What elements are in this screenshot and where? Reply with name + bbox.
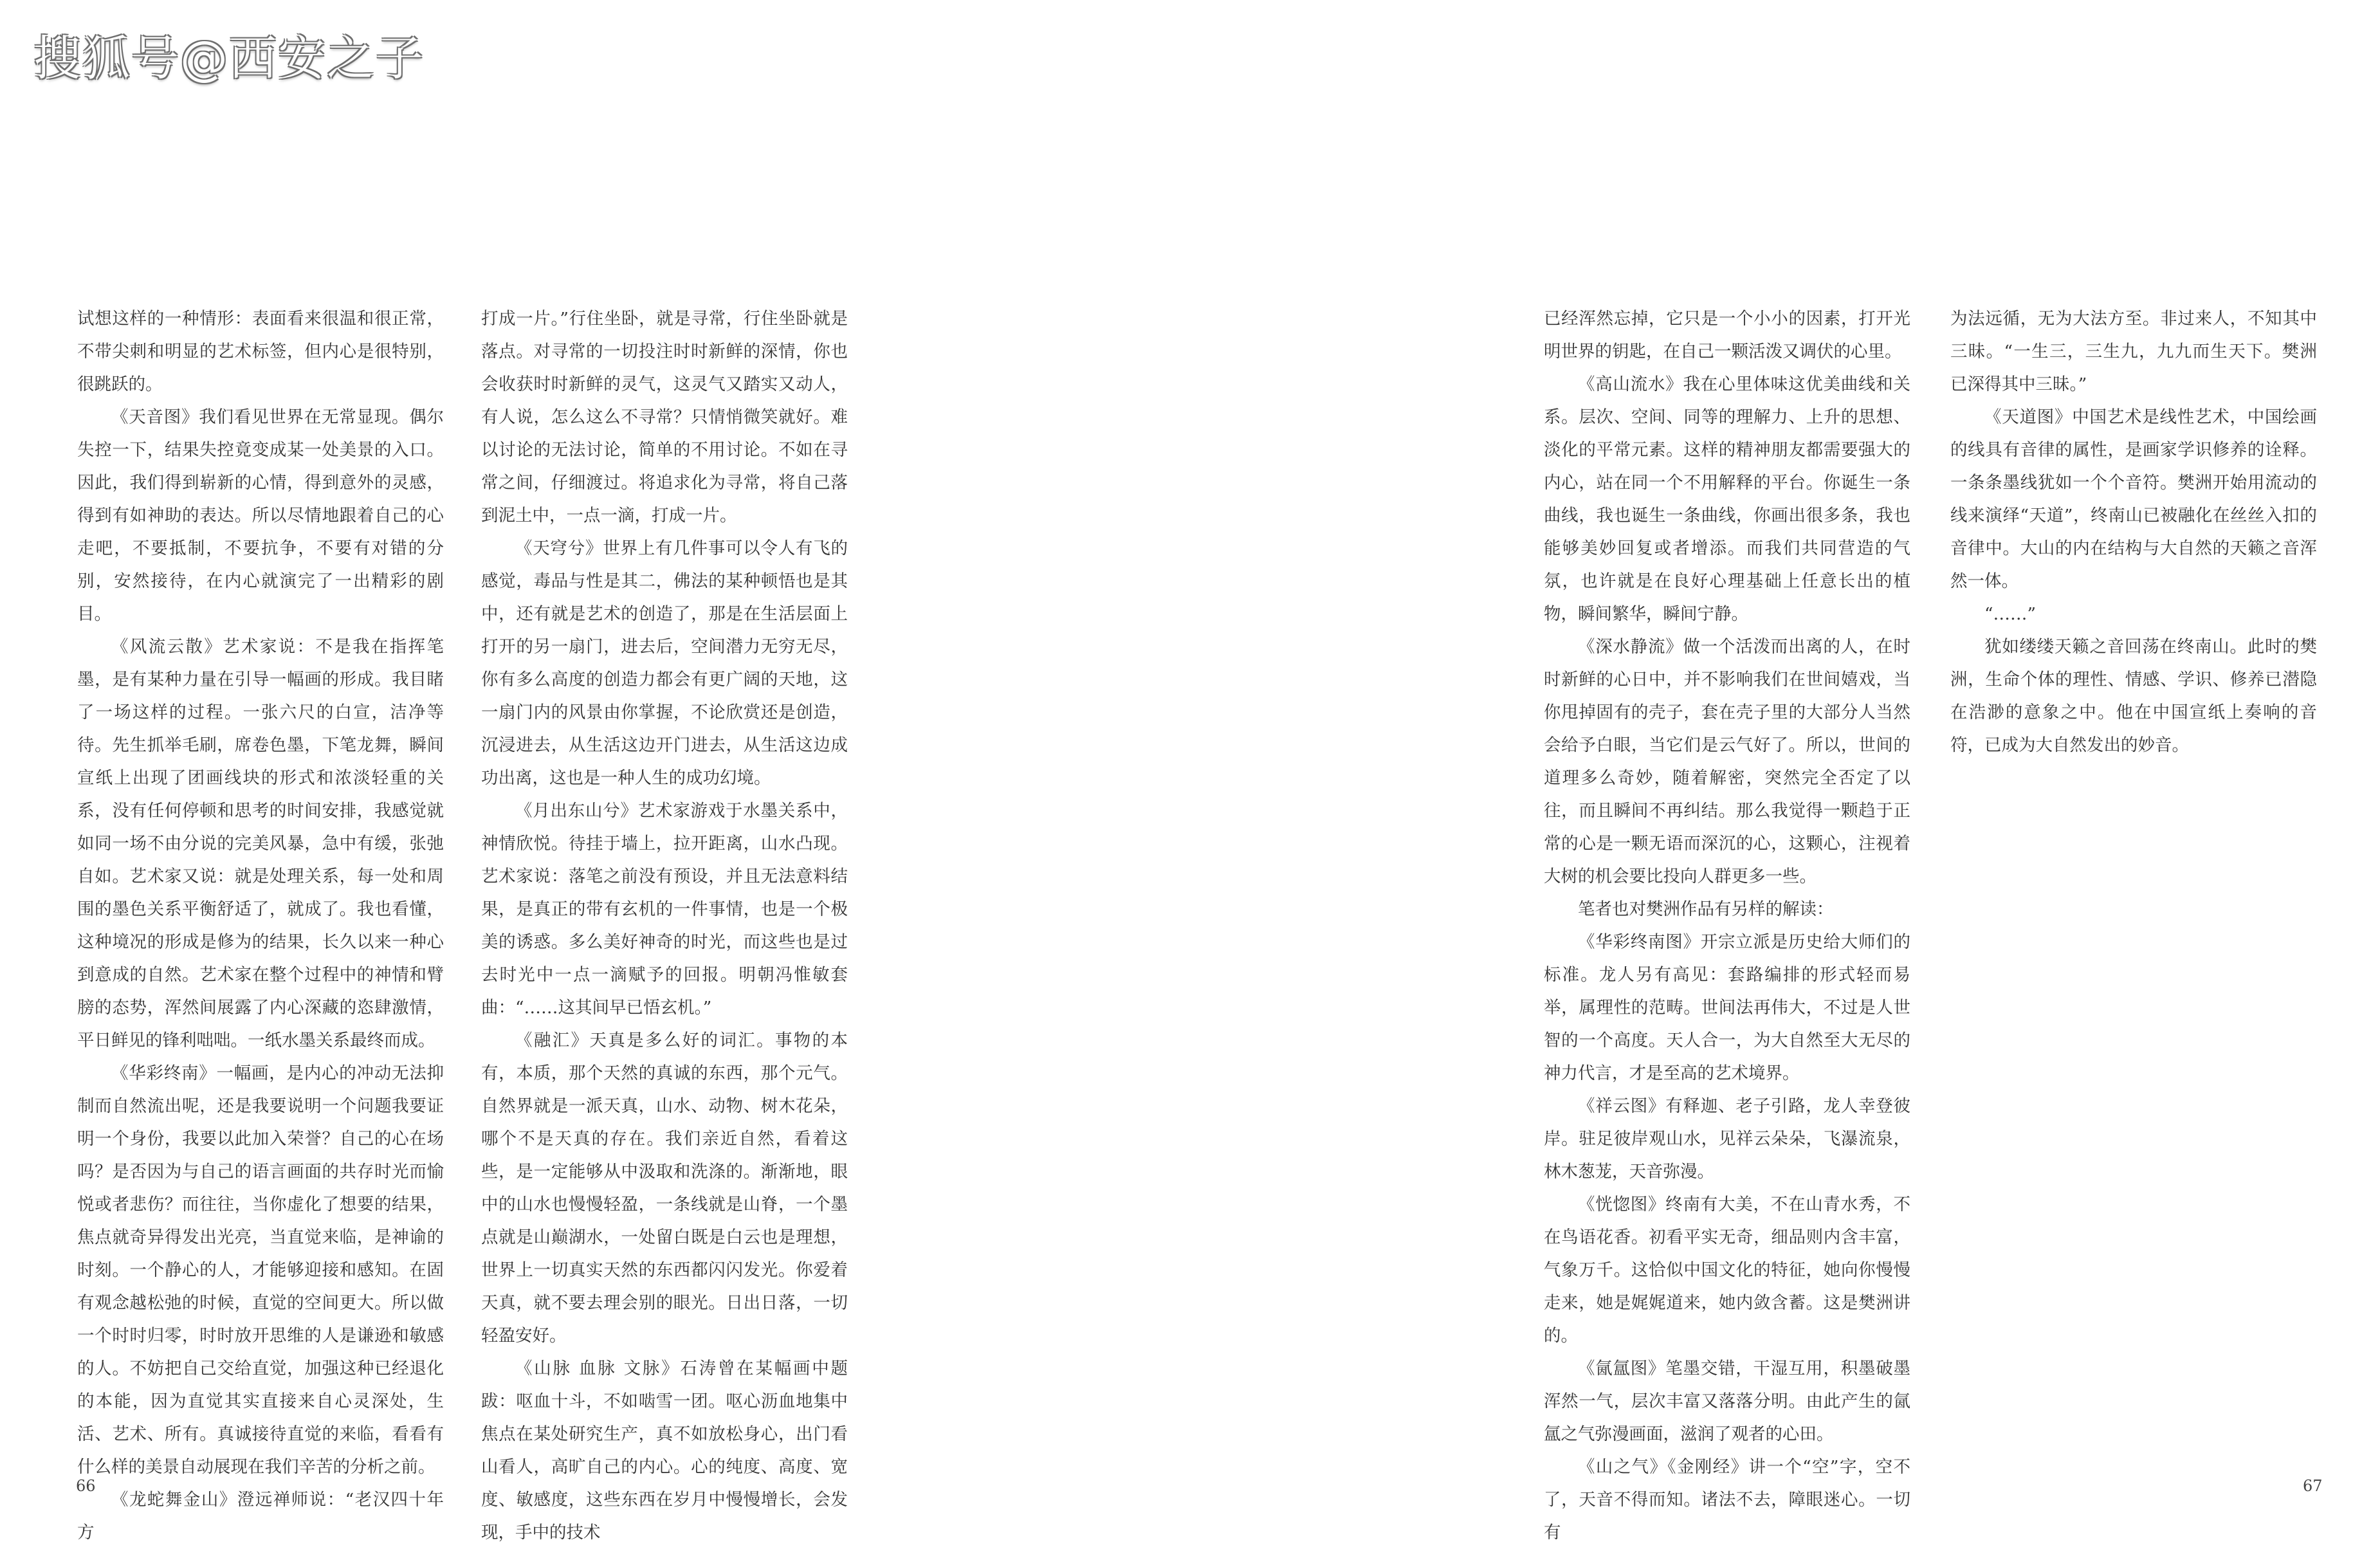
page-number-right: 67 <box>2303 1477 2323 1495</box>
paragraph: 《华彩终南》一幅画，是内心的冲动无法抑制而自然流出呢，还是我要说明一个问题我要证明一个身份，我要以此加入荣誉？自己的心在场吗？是否因为与自己的语言画面的共存时光而愉悦或者悲伤？而往往，当你虚化了想要的结果，焦点就奇异得发出光亮，当直觉来临，是神谕的时刻。一个静心的人，才能够迎接和感知。在固有观念越松弛的时候，直觉的空间更大。所以做一个时时归零，时时放开思维的人是谦逊和敏感的人。不妨把自己交给直觉，加强这种已经退化的本能，因为直觉其实直接来自心灵深处，生活、艺术、所有。真诚接待直觉的来临，看看有什么样的美景自动展现在我们辛苦的分析之前。 <box>77 1063 444 1477</box>
paragraph: 《天音图》我们看见世界在无常显现。偶尔失控一下，结果失控竟变成某一处美景的入口。因此，我们得到崭新的心情，得到意外的灵感，得到有如神助的表达。所以尽情地跟着自己的心走吧，不要抵制，不要抗争，不要有对错的分别，安然接待，在内心就演完了一出精彩的剧目。 <box>77 407 444 624</box>
paragraph: 已经浑然忘掉，它只是一个小小的因素，打开光明世界的钥匙，在自己一颗活泼又调伏的心里。 <box>1544 309 1910 362</box>
paragraph: 《山脉 血脉 文脉》石涛曾在某幅画中题跋：呕血十斗，不如啮雪一团。呕心沥血地集中焦点在某处研究生产，真不如放松身心，出门看山看人，高旷自己的内心。心的纯度、高度、宽度、敏感度，这些东西在岁月中慢慢增长，会发现，手中的技术 <box>481 1359 848 1543</box>
paragraph: 《融汇》天真是多么好的词汇。事物的本有，本质，那个天然的真诚的东西，那个元气。自然界就是一派天真，山水、动物、树木花朵，哪个不是天真的存在。我们亲近自然，看着这些，是一定能够从中汲取和洗涤的。渐渐地，眼中的山水也慢慢轻盈，一条线就是山脊，一个墨点就是山巅湖水，一处留白既是白云也是理想，世界上一切真实天然的东西都闪闪发光。你爱着天真，就不要去理会别的眼光。日出日落，一切轻盈安好。 <box>481 1031 848 1346</box>
left-page-column-2 <box>481 302 848 1549</box>
paragraph: 《恍惚图》终南有大美，不在山青水秀，不在鸟语花香。初看平实无奇，细品则内含丰富，气象万千。这恰似中国文化的特征，她向你慢慢走来，她是娓娓道来，她内敛含蓄。这是樊洲讲的。 <box>1544 1195 1910 1346</box>
paragraph: 《祥云图》有释迦、老子引路，龙人幸登彼岸。驻足彼岸观山水，见祥云朵朵，飞瀑流泉，林木葱茏，天音弥漫。 <box>1544 1096 1910 1182</box>
watermark-text: 搜狐号@西安之子 <box>33 31 425 86</box>
right-page-column-1 <box>1544 302 1910 1549</box>
paragraph: 《龙蛇舞金山》澄远禅师说：“老汉四十年方 <box>77 1490 444 1543</box>
paragraph: 《氤氲图》笔墨交错，干湿互用，积墨破墨浑然一气，层次丰富又落落分明。由此产生的氤氲之气弥漫画面，滋润了观者的心田。 <box>1544 1359 1910 1444</box>
paragraph: “……” <box>1984 604 2037 624</box>
page-number-left: 66 <box>76 1477 96 1495</box>
paragraph: 笔者也对樊洲作品有另样的解读： <box>1578 899 1834 919</box>
paragraph: 《深水静流》做一个活泼而出离的人，在时时新鲜的心日中，并不影响我们在世间嬉戏，当你甩掉固有的壳子，套在壳子里的大部分人当然会给予白眼，当它们是云气好了。所以，世间的道理多么奇妙，随着解密，突然完全否定了以往，而且瞬间不再纠结。那么我觉得一颗趋于正常的心是一颗无语而深沉的心，这颗心，注视着大树的机会要比投向人群更多一些。 <box>1544 637 1910 886</box>
paragraph: 犹如缕缕天籁之音回荡在终南山。此时的樊洲，生命个体的理性、情感、学识、修养已潜隐在浩渺的意象之中。他在中国宣纸上奏响的音符，已成为大自然发出的妙音。 <box>1950 637 2317 755</box>
right-page-column-2 <box>1950 302 2317 762</box>
paragraph: 试想这样的一种情形：表面看来很温和很正常，不带尖刺和明显的艺术标签，但内心是很特别，很跳跃的。 <box>77 309 444 394</box>
paragraph: 《天穹兮》世界上有几件事可以令人有飞的感觉，毒品与性是其二，佛法的某种顿悟也是其中，还有就是艺术的创造了，那是在生活层面上打开的另一扇门，进去后，空间潜力无穷无尽，你有多么高度的创造力都会有更广阔的天地，这一扇门内的风景由你掌握，不论欣赏还是创造，沉浸进去，从生活这边开门进去，从生活这边成功出离，这也是一种人生的成功幻境。 <box>481 538 848 788</box>
left-page-column-1 <box>77 302 444 1549</box>
paragraph: 为法远循，无为大法方至。非过来人，不知其中三昧。“一生三，三生九，九九而生天下。樊洲已深得其中三昧。” <box>1950 309 2317 394</box>
paragraph: 《高山流水》我在心里体味这优美曲线和关系。层次、空间、同等的理解力、上升的思想、淡化的平常元素。这样的精神朋友都需要强大的内心，站在同一个不用解释的平台。你诞生一条曲线，我也诞生一条曲线，你画出很多条，我也能够美妙回复或者增添。而我们共同营造的气氛，也许就是在良好心理基础上任意长出的植物，瞬间繁华，瞬间宁静。 <box>1544 374 1910 624</box>
paragraph: 《月出东山兮》艺术家游戏于水墨关系中，神情欣悦。待挂于墙上，拉开距离，山水凸现。艺术家说：落笔之前没有预设，并且无法意料结果，是真正的带有玄机的一件事情，也是一个极美的诱惑。多么美好神奇的时光，而这些也是过去时光中一点一滴赋予的回报。明朝冯惟敏套曲：“……这其间早已悟玄机。” <box>481 801 848 1018</box>
paragraph: 《天道图》中国艺术是线性艺术，中国绘画的线具有音律的属性，是画家学识修养的诠释。一条条墨线犹如一个个音符。樊洲开始用流动的线来演绎“天道”，终南山已被融化在丝丝入扣的音律中。大山的内在结构与大自然的天籁之音浑然一体。 <box>1950 407 2317 591</box>
paragraph: 《山之气》《金刚经》讲一个“空”字，空不了，天音不得而知。诸法不去，障眼迷心。一切有 <box>1544 1457 1910 1543</box>
paragraph: 《风流云散》艺术家说：不是我在指挥笔墨，是有某种力量在引导一幅画的形成。我目睹了一场这样的过程。一张六尺的白宣，洁净等待。先生抓举毛刷，席卷色墨，下笔龙舞，瞬间宣纸上出现了团画线块的形式和浓淡轻重的关系，没有任何停顿和思考的时间安排，我感觉就如同一场不由分说的完美风暴，急中有缓，张弛自如。艺术家又说：就是处理关系，每一处和周围的墨色关系平衡舒适了，就成了。我也看懂，这种境况的形成是修为的结果，长久以来一种心到意成的自然。艺术家在整个过程中的神情和臂膀的态势，浑然间展露了内心深藏的恣肆激情，平日鲜见的锋利咄咄。一纸水墨关系最终而成。 <box>77 637 444 1050</box>
paragraph: 打成一片。”行住坐卧，就是寻常，行住坐卧就是落点。对寻常的一切投注时时新鲜的深情，你也会收获时时新鲜的灵气，这灵气又踏实又动人，有人说，怎么这么不寻常？只情悄微笑就好。难以讨论的无法讨论，简单的不用讨论。不如在寻常之间，仔细渡过。将追求化为寻常，将自己落到泥土中，一点一滴，打成一片。 <box>481 309 848 526</box>
paragraph: 《华彩终南图》开宗立派是历史给大师们的标准。龙人另有高见：套路编排的形式轻而易举，属理性的范畴。世间法再伟大，不过是人世智的一个高度。天人合一，为大自然至大无尽的神力代言，才是至高的艺术境界。 <box>1544 932 1910 1083</box>
